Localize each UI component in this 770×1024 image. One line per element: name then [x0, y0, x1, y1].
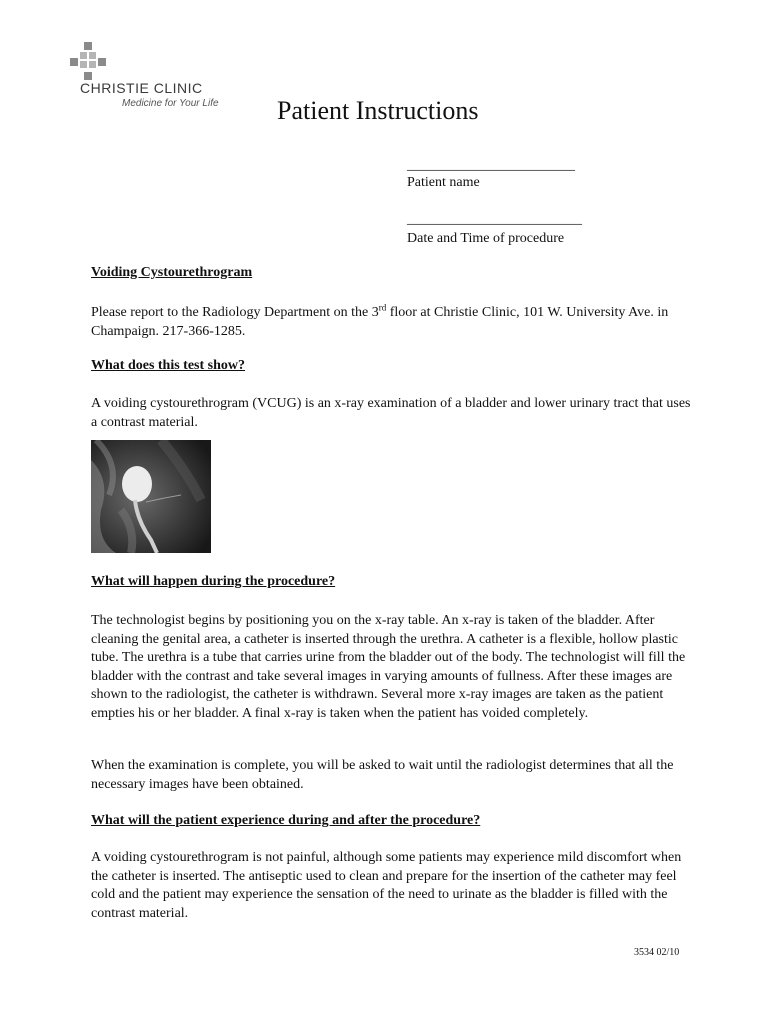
procedure-heading: Voiding Cystourethrogram	[91, 265, 253, 280]
logo-name: CHRISTIE CLINIC	[80, 80, 203, 96]
question-heading-during-procedure: What will happen during the procedure?	[91, 574, 336, 589]
question-heading-patient-experience: What will the patient experience during and after the procedure?	[91, 813, 481, 828]
report-paragraph: Please report to the Radiology Department on the 3rd floor at Christie Clinic, 101 W. University Ave. in Champaign. 217-366-1285.	[91, 302, 669, 339]
christie-clinic-logo-mark	[68, 42, 108, 82]
date-time-label: Date and Time of procedure	[407, 231, 565, 246]
form-code: 3534 02/10	[634, 947, 680, 958]
answer-patient-experience: A voiding cystourethrogram is not painful, although some patients may experience mild discomfort when the catheter is inserted. The antiseptic used to clean and prepare for the insertion of the catheter may feel cold and the patient may experience the sensation of the need to urinate as the bladder is filled with the contrast material.	[91, 850, 682, 921]
question-heading-test-shows: What does this test show?	[91, 358, 246, 373]
patient-name-label: Patient name	[407, 175, 480, 190]
answer-test-shows: A voiding cystourethrogram (VCUG) is an x-ray examination of a bladder and lower urinary tract that uses a contrast material.	[91, 396, 691, 430]
logo-tagline: Medicine for Your Life	[122, 98, 219, 109]
answer-during-procedure: The technologist begins by positioning you on the x-ray table. An x-ray is taken of the bladder. After cleaning the genital area, a catheter is inserted through the urethra. A catheter is a flexible, hollow plastic tube. The urethra is a tube that carries urine from the bladder out of the body. The technologist will fill the bladder with the contrast and take several images in varying amounts of fullness. After these images are shown to the radiologist, the catheter is withdrawn. Several more x-ray images are taken as the patient empties his or her bladder. A final x-ray is taken when the patient has voided completely.	[91, 613, 686, 721]
date-time-line: _________________________	[407, 212, 582, 227]
page-title: Patient Instructions	[277, 96, 479, 125]
ordinal-suffix: rd	[378, 302, 387, 313]
answer-exam-complete: When the examination is complete, you will be asked to wait until the radiologist determines that all the necessary images have been obtained.	[91, 758, 674, 792]
patient-name-line: ________________________	[407, 158, 575, 173]
vcug-xray-image	[91, 440, 211, 553]
